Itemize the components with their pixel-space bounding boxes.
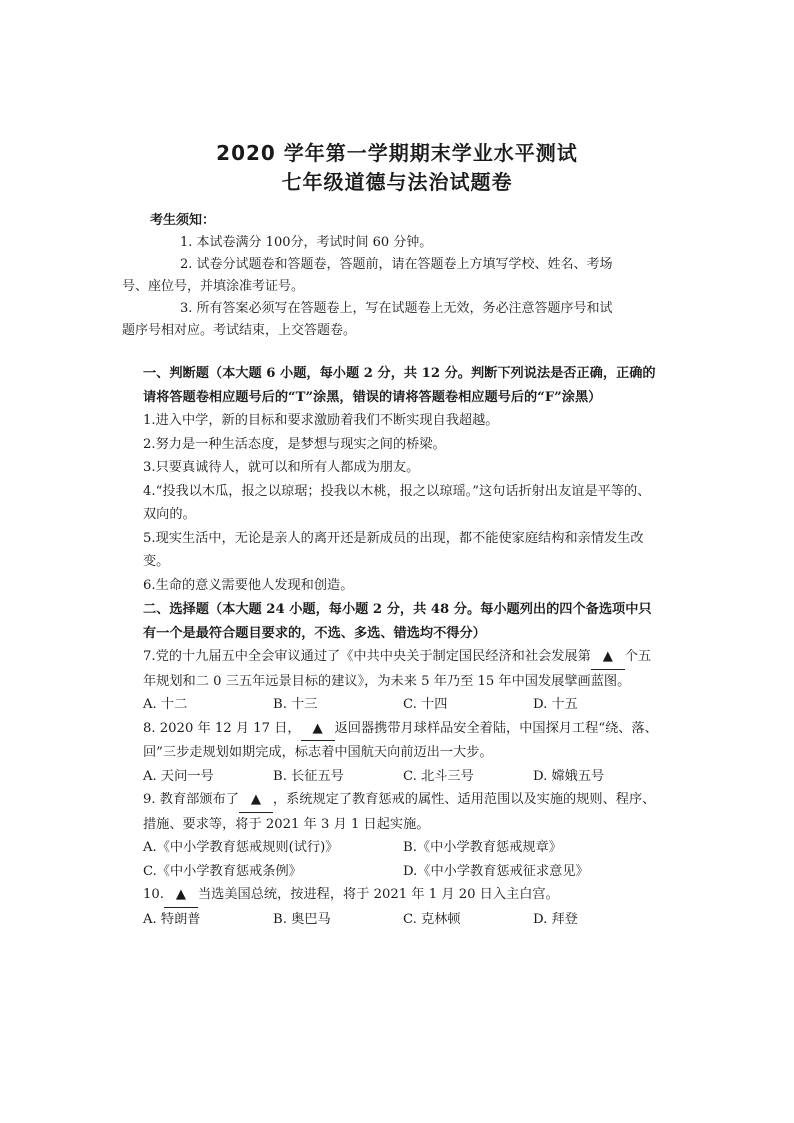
question-10 [143, 883, 663, 908]
options-9-row2 [143, 860, 663, 884]
option: B. 奥巴马 [273, 911, 331, 927]
option: B. 长征五号 [273, 768, 344, 784]
options-8 [143, 765, 663, 789]
question-text: 7.党的十九届五中全会审议通过了《中共中央关于制定国民经济和社会发展第 [143, 649, 591, 664]
notice-heading: 考生须知： [150, 213, 216, 228]
question: 6.生命的意义需要他人发现和创造。 [143, 577, 354, 593]
notice-item: 题序号相对应。考试结束，上交答题卷。 [122, 323, 357, 338]
question-text: ，系统规定了教育惩戒的属性、适用范围以及实施的规则、程序、措施、要求等，将于 2021 年 3 月 1 日起实施。 [143, 792, 656, 832]
section-judgement [143, 362, 663, 597]
options-10 [143, 908, 663, 932]
option: D. 十五 [533, 697, 578, 712]
notice-item: 2. 试卷分试题卷和答题卷，答题前，请在答题卷上方填写学校、姓名、考场 [180, 257, 613, 272]
option: D. 嫦娥五号 [533, 768, 605, 784]
question-text: 返回器携带月球样品安全着陆，中国探月工程“绕、落、回”三步走规划如期完成，标志着中国航天向前迈出一大步。 [143, 720, 658, 760]
notice-item: 1. 本试卷满分 100分，考试时间 60 分钟。 [180, 235, 433, 250]
option: C. 克林顿 [403, 911, 461, 927]
question: 4.“投我以木瓜，报之以琼琚；投我以木桃，报之以琼瑶。”这句话折射出友谊是平等的、双向的。 [143, 483, 651, 522]
question-8 [143, 717, 663, 765]
section-heading: 一、判断题（本大题 6 小题，每小题 2 分，共 12 分。判断下列说法是否正确，正确的请将答题卷相应题号后的“T”涂黑，错误的请将答题卷相应题号后的“F”涂黑） [143, 366, 656, 405]
section-choice [143, 598, 663, 931]
option: D. 拜登 [533, 911, 578, 927]
question-text: 个五年规划和二 0 三五年远景目标的建议》，为未来 5 年乃至 15 年中国发展擘画蓝图。 [143, 649, 652, 689]
option: D.《中小学教育惩戒征求意见》 [403, 863, 589, 879]
section-heading: 二、选择题（本大题 24 小题，每小题 2 分，共 48 分。每小题列出的四个备选项中只有一个是最符合题目要求的，不选、多选、错选均不得分） [143, 602, 652, 641]
question-text: 9. 教育部颁布了 [143, 792, 239, 807]
option: A. 特朗普 [143, 911, 201, 927]
candidate-notice [122, 210, 670, 342]
option: C. 北斗三号 [403, 768, 474, 784]
option: A. 十二 [143, 697, 188, 712]
exam-subtitle: 七年级道德与法治试题卷 [281, 170, 513, 194]
question-7 [143, 645, 663, 693]
option: A.《中小学教育惩戒规则(试行)》 [143, 840, 339, 855]
exam-title: 2020 学年第一学期期末学业水平测试 [216, 141, 578, 165]
option: B. 十三 [273, 697, 318, 712]
question-text: 10. [143, 887, 164, 902]
question: 3.只要真诚待人，就可以和所有人都成为朋友。 [143, 460, 420, 475]
question-text: 当选美国总统，按进程，将于 2021 年 1 月 20 日入主白宫。 [197, 887, 559, 902]
option: A. 天问一号 [143, 768, 214, 784]
question: 2.努力是一种生活态度，是梦想与现实之间的桥梁。 [143, 436, 446, 452]
option: B.《中小学教育惩戒规章》 [403, 840, 562, 855]
answer-blank: ▲ [164, 883, 198, 908]
question-9 [143, 788, 663, 836]
notice-item: 3. 所有答案必须写在答题卷上，写在试题卷上无效，务必注意答题序号和试 [180, 301, 613, 316]
question: 1.进入中学，新的目标和要求激励着我们不断实现自我超越。 [143, 413, 499, 428]
option: C.《中小学教育惩戒条例》 [143, 863, 302, 879]
answer-blank: ▲ [301, 717, 335, 742]
answer-blank: ▲ [591, 645, 625, 670]
question-text: 8. 2020 年 12 月 17 日， [143, 720, 301, 736]
option: C. 十四 [403, 697, 448, 712]
question: 5.现实生活中，无论是亲人的离开还是新成员的出现，都不能使家庭结构和亲情发生改变。 [143, 530, 644, 569]
options-9-row1 [143, 836, 663, 860]
notice-item: 号、座位号，并填涂准考证号。 [122, 279, 305, 294]
answer-blank: ▲ [239, 788, 273, 813]
options-7 [143, 693, 663, 717]
